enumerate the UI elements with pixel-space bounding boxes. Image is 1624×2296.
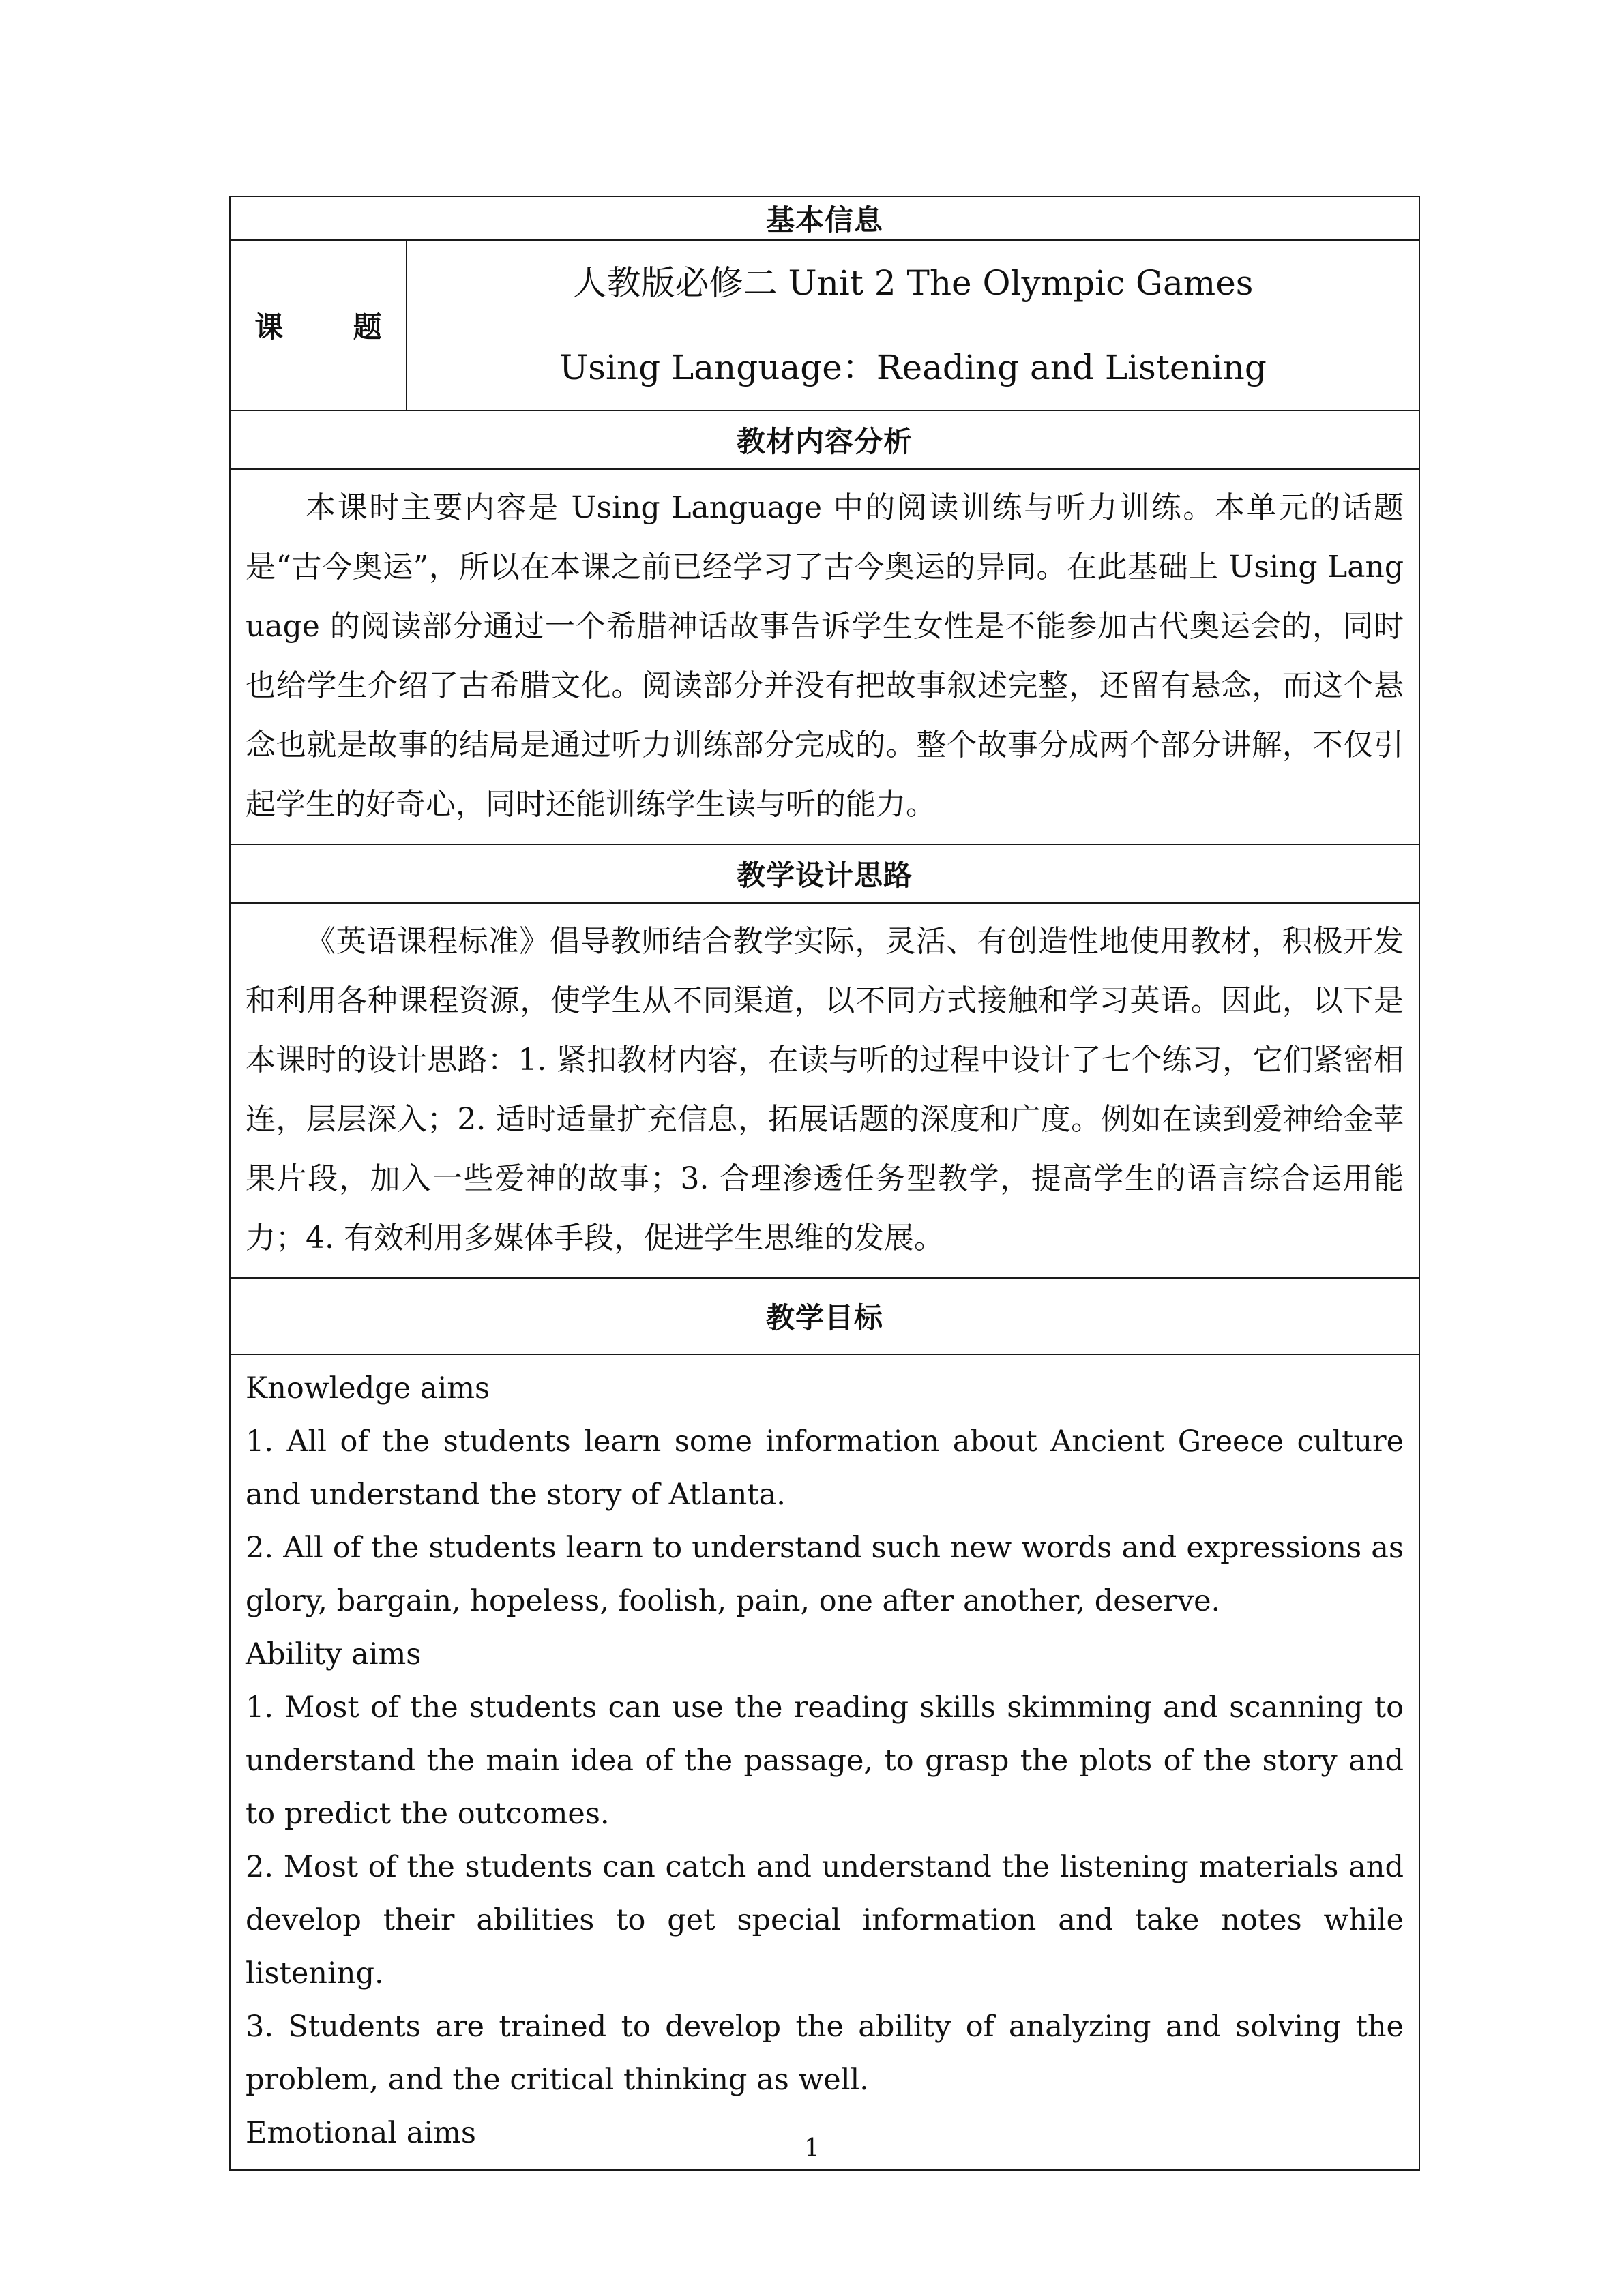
knowledge-aims-title: Knowledge aims: [246, 1371, 490, 1405]
ability-aim-1: 1. Most of the students can use the reading skills skimming and scanning to understand the main idea of the passage, to grasp the plots of the story and to predict the outcomes.: [246, 1690, 1404, 1831]
topic-value-cell: [407, 240, 1419, 411]
topic-line-2: Using Language：Reading and Listening: [559, 348, 1267, 387]
knowledge-aim-2: 2. All of the students learn to understand such new words and expressions as glory, bargain, hopeless, foolish, pain, one after another, deserve.: [246, 1531, 1404, 1618]
ability-aim-2: 2. Most of the students can catch and understand the listening materials and develop their abilities to get special information and take notes while listening.: [246, 1850, 1404, 1991]
emotional-aims-title: Emotional aims: [246, 2116, 476, 2150]
topic-label-cell: [230, 240, 412, 411]
topic-label: 课 题: [254, 310, 412, 344]
page-number: 1: [804, 2134, 820, 2162]
design-header: 教学设计思路: [230, 844, 1419, 903]
goals-header: 教学目标: [230, 1278, 1419, 1354]
topic-line-1: 人教版必修二 Unit 2 The Olympic Games: [572, 263, 1254, 303]
design-text: 《英语课程标准》倡导教师结合教学实际，灵活、有创造性地使用教材，积极开发和利用各种课程资源，使学生从不同渠道，以不同方式接触和学习英语。因此，以下是本课时的设计思路：1. 紧扣教材内容，在读与听的过程中设计了七个练习，它们紧密相连，层层深入；2. 适时适量扩充信息，拓展话题的深度和广度。例如在读到爱神给金苹果片段，加入一些爱神的故事；3. 合理渗透任务型教学，提高学生的语言综合运用能力；4. 有效利用多媒体手段，促进学生思维的发展。: [230, 903, 1419, 1278]
knowledge-aim-1: 1. All of the students learn some information about Ancient Greece culture and understand the story of Atlanta.: [246, 1425, 1404, 1512]
ability-aims-title: Ability aims: [246, 1637, 422, 1671]
content-analysis-header: 教材内容分析: [230, 411, 1419, 469]
basic-info-header: 基本信息: [230, 196, 1419, 240]
content-analysis-text: 本课时主要内容是 Using Language 中的阅读训练与听力训练。本单元的话题是“古今奥运”，所以在本课之前已经学习了古今奥运的异同。在此基础上 Using Language 的阅读部分通过一个希腊神话故事告诉学生女性是不能参加古代奥运会的，同时也给学生介绍了古希腊文化。阅读部分并没有把故事叙述完整，还留有悬念，而这个悬念也就是故事的结局是通过听力训练部分完成的。整个故事分成两个部分讲解，不仅引起学生的好奇心，同时还能训练学生读与听的能力。: [230, 469, 1419, 844]
goals-content: [230, 1354, 1419, 2170]
lesson-plan-table: [229, 196, 1420, 2171]
ability-aim-3: 3. Students are trained to develop the ability of analyzing and solving the problem, and the critical thinking as well.: [246, 2010, 1404, 2097]
